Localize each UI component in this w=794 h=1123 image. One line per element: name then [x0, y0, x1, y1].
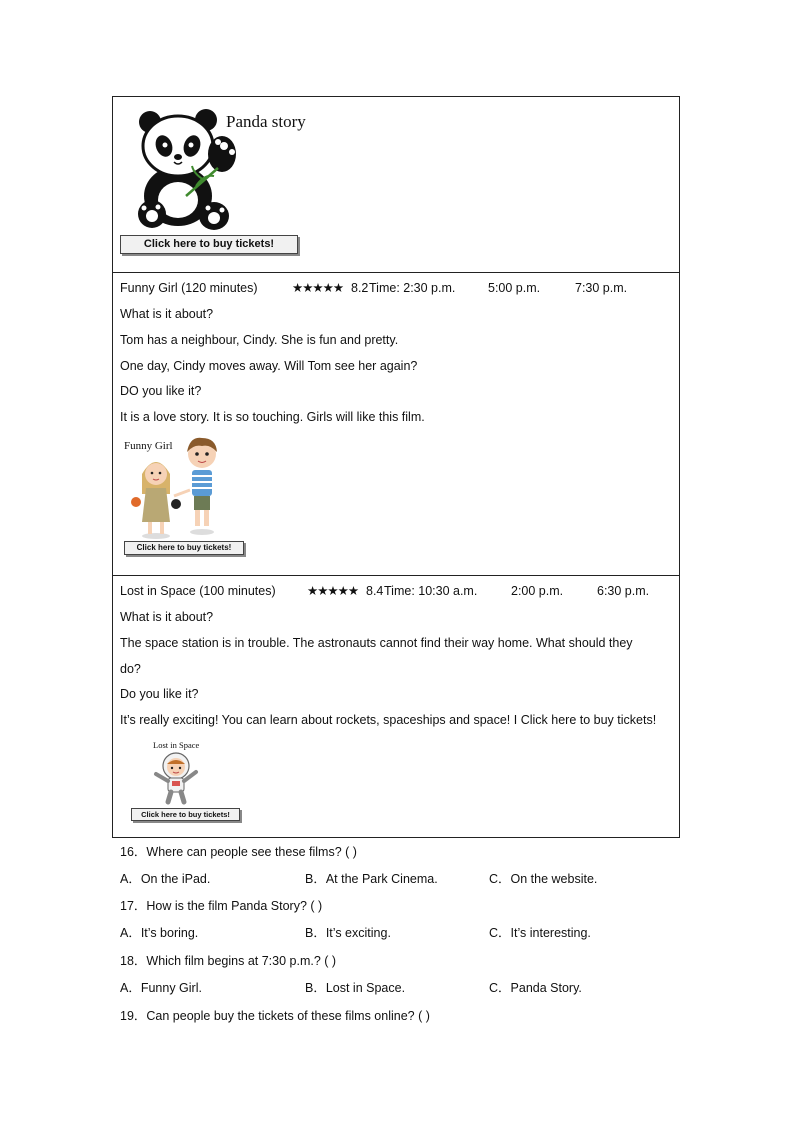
plot-text: Tom has a neighbour, Cindy. She is fun and pretty. [120, 333, 399, 347]
star-rating: ★★★★★ [292, 281, 344, 295]
answer-option: B．It’s exciting. [305, 926, 391, 940]
rating-score: 8.2 [351, 281, 369, 295]
section-question: What is it about? [120, 610, 214, 624]
star-rating: ★★★★★ [307, 584, 359, 598]
lost-in-space-buy-tickets-button[interactable]: Click here to buy tickets! [131, 808, 240, 821]
plot-text: One day, Cindy moves away. Will Tom see her again? [120, 359, 418, 373]
showtime: 6:30 p.m. [597, 584, 650, 598]
film-name: Lost in Space (100 minutes) [120, 584, 276, 598]
showtime: Time: 2:30 p.m. [369, 281, 456, 295]
lost-in-space-image-title: Lost in Space [153, 740, 200, 750]
question-stem: 18．Which film begins at 7:30 p.m.? ( ) [120, 954, 337, 968]
section-question: What is it about? [120, 307, 214, 321]
showtime: 5:00 p.m. [488, 281, 541, 295]
panda-story-title: Panda story [226, 112, 306, 131]
panda-buy-tickets-button[interactable]: Click here to buy tickets! [120, 235, 298, 254]
answer-option: C．It’s interesting. [489, 926, 591, 940]
review-text: It is a love story. It is so touching. Girls will like this film. [120, 410, 425, 424]
showtime: 7:30 p.m. [575, 281, 628, 295]
question-stem: 19．Can people buy the tickets of these films online? ( ) [120, 1009, 430, 1023]
answer-option: B．Lost in Space. [305, 981, 406, 995]
astronaut-illustration [150, 750, 202, 806]
section-question: Do you like it? [120, 687, 199, 701]
answer-option: B．At the Park Cinema. [305, 872, 438, 886]
question-stem: 17．How is the film Panda Story? ( ) [120, 899, 323, 913]
answer-option: A．It’s boring. [120, 926, 199, 940]
funny-girl-image-title: Funny Girl [124, 440, 173, 452]
section-question: DO you like it? [120, 384, 202, 398]
answer-option: C．On the website. [489, 872, 598, 886]
film-name: Funny Girl (120 minutes) [120, 281, 258, 295]
answer-option: A．On the iPad. [120, 872, 211, 886]
showtime: Time: 10:30 a.m. [384, 584, 478, 598]
answer-option: A．Funny Girl. [120, 981, 202, 995]
kids-illustration [124, 432, 224, 542]
review-text: It’s really exciting! You can learn about rockets, spaceships and space! I Click here to buy tickets! [120, 713, 657, 727]
showtime: 2:00 p.m. [511, 584, 564, 598]
plot-text: The space station is in trouble. The astronauts cannot find their way home. What should they [120, 636, 633, 650]
funny-girl-buy-tickets-button[interactable]: Click here to buy tickets! [124, 541, 244, 555]
row-divider [112, 575, 680, 576]
row-divider [112, 272, 680, 273]
question-stem: 16．Where can people see these films? ( ) [120, 845, 357, 859]
plot-text: do? [120, 662, 141, 676]
rating-score: 8.4 [366, 584, 384, 598]
answer-option: C．Panda Story. [489, 981, 582, 995]
